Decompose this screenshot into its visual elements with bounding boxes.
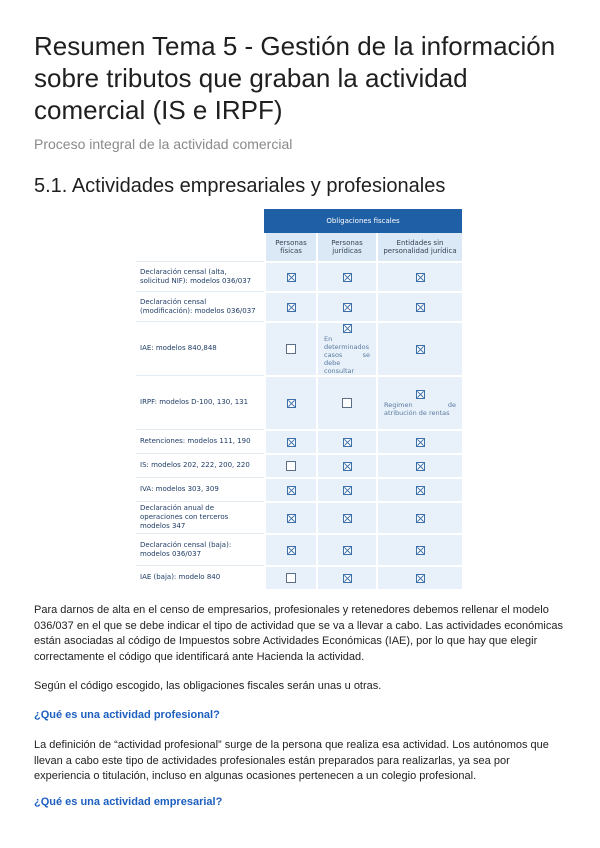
table-header: Obligaciones fiscales: [264, 209, 462, 233]
checked-box-icon: [287, 486, 296, 495]
table-row: [136, 501, 462, 533]
checked-box-icon: [416, 273, 425, 282]
table-cell: [316, 375, 376, 429]
checked-box-icon: [343, 462, 352, 471]
table-cell: [264, 429, 316, 453]
checked-box-icon: [343, 514, 352, 523]
table-cell: [316, 429, 376, 453]
table-cell: [316, 533, 376, 565]
empty-box-icon: [286, 461, 296, 471]
table-cell: [316, 453, 376, 477]
checked-box-icon: [416, 574, 425, 583]
table-cell: [376, 429, 462, 453]
table-cell: [264, 453, 316, 477]
checked-box-icon: [343, 486, 352, 495]
table-corner: [136, 209, 264, 233]
row-label: Retenciones: modelos 111, 190: [136, 429, 264, 453]
checked-box-icon: [343, 303, 352, 312]
checked-box-icon: [287, 546, 296, 555]
table-cell: [316, 565, 376, 589]
row-label: Declaración censal (modificación): modelos 036/037: [136, 291, 264, 321]
table-cell: [376, 261, 462, 291]
table-cell: [264, 565, 316, 589]
paragraph: Para darnos de alta en el censo de empresarios, profesionales y retenedores debemos rellenar el modelo 036/037 en el que se debe indicar el tipo de actividad que se va a llevar a cabo. Las actividades económicas están asociadas al código de Impuestos sobre Actividades Económicas (IAE), por lo que hay que elegir correctamente el código que identificará ante Hacienda la actividad.: [34, 604, 563, 663]
table-cell: [264, 321, 316, 375]
row-label: IVA: modelos 303, 309: [136, 477, 264, 501]
empty-box-icon: [286, 344, 296, 354]
checked-box-icon: [416, 462, 425, 471]
table-cell: [376, 533, 462, 565]
table-cell: [316, 321, 376, 375]
checked-box-icon: [343, 546, 352, 555]
checked-box-icon: [343, 324, 352, 333]
checked-box-icon: [343, 574, 352, 583]
checked-box-icon: [416, 546, 425, 555]
table-cell: [264, 291, 316, 321]
checked-box-icon: [416, 390, 425, 399]
table-cell: [376, 375, 462, 429]
column-header: Personas físicas: [264, 233, 316, 261]
fiscal-obligations-table: [136, 209, 462, 592]
table-row: [136, 429, 462, 453]
table-row: [136, 533, 462, 565]
checked-box-icon: [343, 438, 352, 447]
row-label: Declaración anual de operaciones con terceros modelos 347: [136, 501, 264, 533]
column-header: Entidades sin personalidad jurídica: [376, 233, 462, 261]
paragraph: Según el código escogido, las obligaciones fiscales serán unas u otras.: [34, 680, 382, 692]
table-cell: [264, 375, 316, 429]
table-corner: [136, 233, 264, 261]
table-cell: [376, 453, 462, 477]
checked-box-icon: [416, 486, 425, 495]
table-row: [136, 321, 462, 375]
checked-box-icon: [416, 303, 425, 312]
checked-box-icon: [287, 273, 296, 282]
question-heading-profesional: ¿Qué es una actividad profesional?: [34, 709, 220, 721]
table-cell: [264, 477, 316, 501]
table-cell: [264, 501, 316, 533]
checked-box-icon: [416, 345, 425, 354]
row-label: Declaración censal (alta, solicitud NIF): modelos 036/037: [136, 261, 264, 291]
table-row: [136, 477, 462, 501]
checked-box-icon: [287, 438, 296, 447]
table-row: [136, 565, 462, 589]
paragraph: La definición de “actividad profesional” surge de la persona que realiza esa actividad. Los autónomos que llevan a cabo este tipo de actividades profesionales están preparados para realizarlas, ya sea por experiencia o titulación, incluso en algunas ocasiones pertenecen a un colegio profesional.: [34, 739, 549, 782]
checked-box-icon: [343, 273, 352, 282]
document-subtitle: Proceso integral de la actividad comercial: [34, 136, 293, 152]
table-cell: [376, 501, 462, 533]
cell-note: En determinados casos se debe consultar: [324, 334, 370, 375]
checked-box-icon: [287, 303, 296, 312]
question-heading-empresarial: ¿Qué es una actividad empresarial?: [34, 796, 223, 808]
table-row: [136, 291, 462, 321]
table-cell: [316, 501, 376, 533]
row-label: IRPF: modelos D-100, 130, 131: [136, 375, 264, 429]
checked-box-icon: [287, 514, 296, 523]
section-title: 5.1. Actividades empresariales y profesionales: [34, 175, 446, 197]
row-label: IAE (baja): modelo 840: [136, 565, 264, 589]
document-title: Resumen Tema 5 - Gestión de la información sobre tributos que graban la actividad comercial (IS e IRPF): [34, 31, 556, 125]
cell-note: Regimen de atribución de rentas: [384, 400, 457, 417]
checked-box-icon: [416, 438, 425, 447]
table-cell: [264, 533, 316, 565]
table-cell: [376, 291, 462, 321]
checked-box-icon: [287, 399, 296, 408]
row-label: IAE: modelos 840,848: [136, 321, 264, 375]
empty-box-icon: [342, 398, 352, 408]
empty-box-icon: [286, 573, 296, 583]
checked-box-icon: [416, 514, 425, 523]
table-cell: [264, 261, 316, 291]
table-cell: [376, 565, 462, 589]
table-row: [136, 375, 462, 429]
row-label: IS: modelos 202, 222, 200, 220: [136, 453, 264, 477]
table-row: [136, 453, 462, 477]
table-cell: [316, 477, 376, 501]
table-cell: [316, 291, 376, 321]
row-label: Declaración censal (baja): modelos 036/037: [136, 533, 264, 565]
table-row: [136, 261, 462, 291]
table-cell: [376, 477, 462, 501]
table-cell: [316, 261, 376, 291]
table-cell: [376, 321, 462, 375]
column-header: Personas jurídicas: [316, 233, 376, 261]
